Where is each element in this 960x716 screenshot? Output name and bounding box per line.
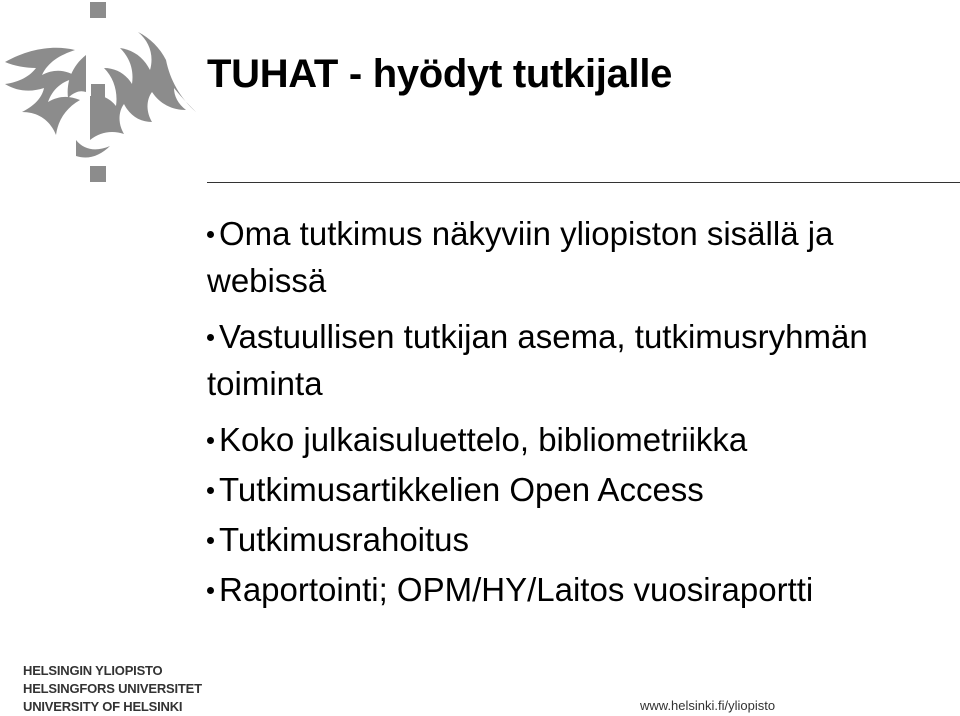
bullet-dot-icon — [207, 437, 214, 444]
bullet-dot-icon — [207, 587, 214, 594]
bullet-dot-icon — [207, 537, 214, 544]
university-name-en: UNIVERSITY OF HELSINKI — [23, 699, 183, 714]
bullet-item: Vastuullisen tutkijan asema, tutkimusryhmän toiminta — [207, 318, 868, 402]
bullet-list — [207, 210, 952, 616]
bullet-item: Oma tutkimus näkyviin yliopiston sisällä ja webissä — [207, 215, 834, 299]
university-flame-logo-icon — [0, 0, 200, 190]
title-divider — [207, 182, 960, 183]
footer-url: www.helsinki.fi/yliopisto — [640, 698, 776, 713]
bullet-item: Koko julkaisuluettelo, bibliometriikka — [207, 416, 952, 463]
bullet-dot-icon — [207, 487, 214, 494]
university-name-fi: HELSINGIN YLIOPISTO — [23, 663, 163, 678]
bullet-dot-icon — [207, 334, 214, 341]
university-name-sv: HELSINGFORS UNIVERSITET — [23, 681, 202, 696]
bullet-dot-icon — [207, 231, 214, 238]
bullet-item: Raportointi; OPM/HY/Laitos vuosiraportti — [207, 566, 952, 613]
university-wordmark — [23, 662, 202, 716]
bullet-item: Tutkimusartikkelien Open Access — [207, 466, 952, 513]
bullet-item: Tutkimusrahoitus — [207, 516, 952, 563]
slide-title: TUHAT - hyödyt tutkijalle — [207, 52, 673, 96]
